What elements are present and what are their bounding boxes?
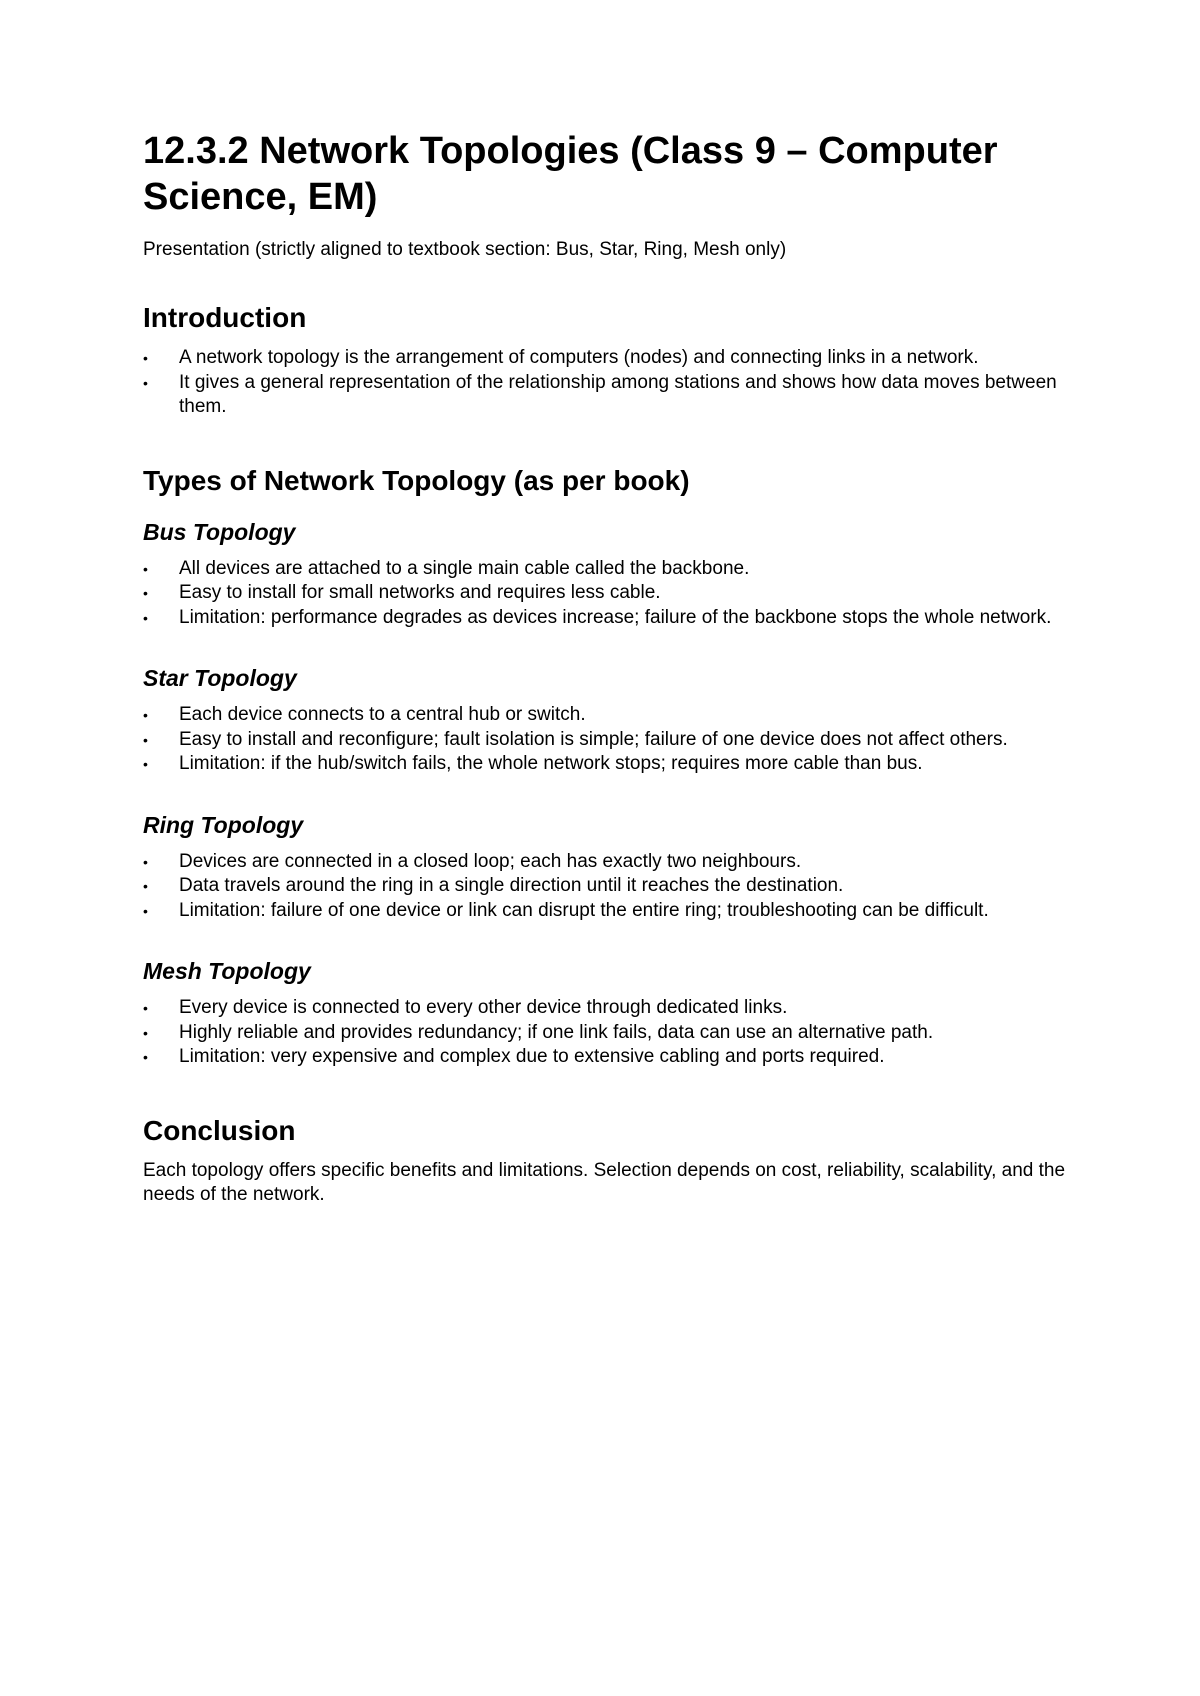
document-subtitle: Presentation (strictly aligned to textbook section: Bus, Star, Ring, Mesh only) xyxy=(143,239,787,260)
list-item xyxy=(143,850,1083,875)
list-item-text: Limitation: failure of one device or link can disrupt the entire ring; troubleshooting can be difficult. xyxy=(179,899,989,921)
list-item xyxy=(143,996,1083,1021)
introduction-heading: Introduction xyxy=(143,302,307,333)
list-item xyxy=(143,728,1083,753)
document-title: 12.3.2 Network Topologies (Class 9 – Computer Science, EM) xyxy=(143,130,998,218)
star-heading: Star Topology xyxy=(143,665,297,691)
list-item-text: Data travels around the ring in a single direction until it reaches the destination. xyxy=(179,875,844,896)
list-item xyxy=(143,752,1083,777)
bullet-icon: • xyxy=(143,853,148,870)
section-types xyxy=(143,464,1083,1070)
list-item xyxy=(143,606,1083,631)
list-item xyxy=(143,1021,1083,1046)
list-item-text: Limitation: performance degrades as devices increase; failure of the backbone stops the whole network. xyxy=(179,606,1052,628)
bullet-icon: • xyxy=(143,878,148,894)
list-item-text: A network topology is the arrangement of computers (nodes) and connecting links in a network. xyxy=(179,347,979,368)
bullet-icon: • xyxy=(143,731,148,748)
list-item-text: Easy to install and reconfigure; fault isolation is simple; failure of one device does not affect others. xyxy=(179,728,1008,750)
list-item xyxy=(143,703,1083,728)
conclusion-heading: Conclusion xyxy=(143,1114,296,1146)
list-item xyxy=(143,346,1083,371)
list-item-text: All devices are attached to a single main cable called the backbone. xyxy=(179,557,750,579)
list-item xyxy=(143,371,1083,420)
mesh-list xyxy=(143,996,1083,1070)
list-item-text: Limitation: if the hub/switch fails, the whole network stops; requires more cable than bus. xyxy=(179,753,923,774)
subsection-star xyxy=(143,664,1083,777)
section-conclusion xyxy=(143,1114,1083,1208)
bullet-icon: • xyxy=(143,902,148,919)
bullet-icon: • xyxy=(143,1000,148,1016)
list-item xyxy=(143,874,1083,899)
list-item xyxy=(143,557,1083,582)
list-item-text: Devices are connected in a closed loop; each has exactly two neighbours. xyxy=(179,850,802,872)
ring-heading: Ring Topology xyxy=(143,811,304,838)
list-item-text: Every device is connected to every other device through dedicated links. xyxy=(179,997,788,1018)
list-item-text: It gives a general representation of the relationship among stations and shows how data moves between them. xyxy=(179,371,1057,417)
star-list xyxy=(143,703,1083,777)
bullet-icon: • xyxy=(143,585,148,601)
list-item xyxy=(143,899,1083,924)
subsection-bus xyxy=(143,518,1083,631)
bullet-icon: • xyxy=(143,560,148,577)
list-item-text: Each device connects to a central hub or switch. xyxy=(179,704,586,725)
types-heading: Types of Network Topology (as per book) xyxy=(143,464,690,496)
list-item-text: Limitation: very expensive and complex due to extensive cabling and ports required. xyxy=(179,1046,885,1067)
document-page xyxy=(143,128,1083,1208)
list-item-text: Easy to install for small networks and requires less cable. xyxy=(179,582,661,603)
bus-heading: Bus Topology xyxy=(143,518,296,545)
bullet-icon: • xyxy=(143,374,148,391)
bullet-icon: • xyxy=(143,609,148,626)
subsection-mesh xyxy=(143,957,1083,1070)
bullet-icon: • xyxy=(143,756,148,772)
bullet-icon: • xyxy=(143,1049,148,1065)
ring-list xyxy=(143,850,1083,924)
introduction-list xyxy=(143,346,1083,420)
bullet-icon: • xyxy=(143,1024,148,1041)
list-item xyxy=(143,1045,1083,1070)
bullet-icon: • xyxy=(143,350,148,366)
conclusion-text: Each topology offers specific benefits and limitations. Selection depends on cost, reliability, scalability, and the needs of the network. xyxy=(143,1159,1066,1205)
list-item xyxy=(143,581,1083,606)
bullet-icon: • xyxy=(143,707,148,723)
bus-list xyxy=(143,557,1083,631)
mesh-heading: Mesh Topology xyxy=(143,958,311,984)
subsection-ring xyxy=(143,811,1083,924)
section-introduction xyxy=(143,301,1083,420)
list-item-text: Highly reliable and provides redundancy; if one link fails, data can use an alternative path. xyxy=(179,1021,934,1043)
